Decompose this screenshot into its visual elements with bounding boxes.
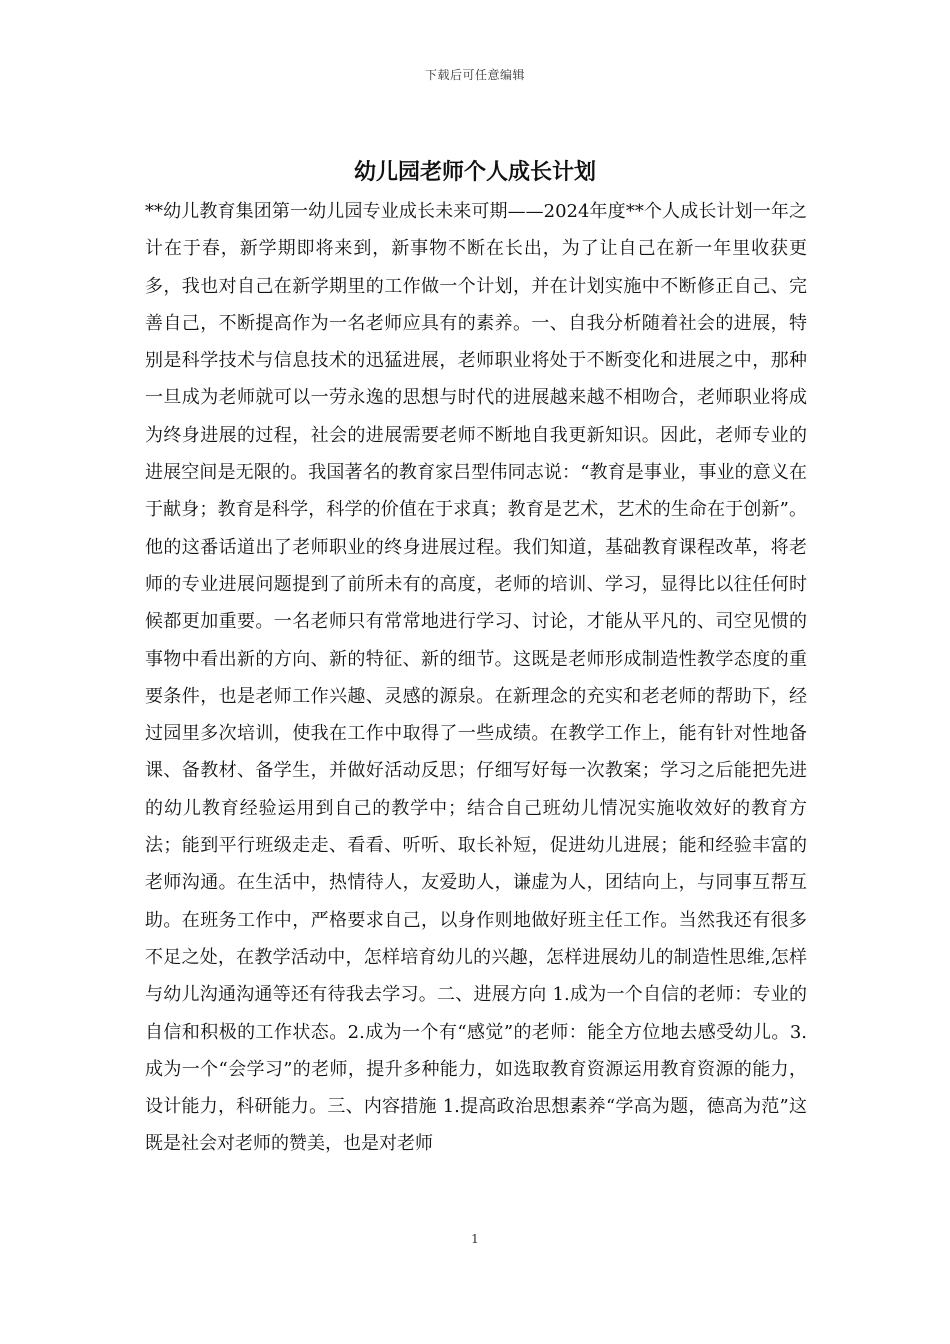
document-body-paragraph: **幼儿教育集团第一幼儿园专业成长未来可期——2024年度**个人成长计划一年之计在于春，新学期即将来到，新事物不断在长出，为了让自己在新一年里收获更多，我也对自己在新学期里的工作做一个计划，并在计划实施中不断修正自己、完善自己，不断提高作为一名老师应具有的素养。一、自我分析随着社会的进展，特别是科学技术与信息技术的迅猛进展，老师职业将处于不断变化和进展之中，那种一旦成为老师就可以一劳永逸的思想与时代的进展越来越不相吻合，老师职业将成为终身进展的过程，社会的进展需要老师不断地自我更新知识。因此，老师专业的进展空间是无限的。我国著名的教育家吕型伟同志说：“教育是事业，事业的意义在于献身；教育是科学，科学的价值在于求真；教育是艺术，艺术的生命在于创新”。他的这番话道出了老师职业的终身进展过程。我们知道，基础教育课程改革，将老师的专业进展问题提到了前所未有的高度，老师的培训、学习，显得比以往任何时候都更加重要。一名老师只有常常地进行学习、讨论，才能从平凡的、司空见惯的事物中看出新的方向、新的特征、新的细节。这既是老师形成制造性教学态度的重要条件，也是老师工作兴趣、灵感的源泉。在新理念的充实和老老师的帮助下，经过园里多次培训，使我在工作中取得了一些成绩。在教学工作上，能有针对性地备课、备教材、备学生，并做好活动反思；仔细写好每一次教案；学习之后能把先进的幼儿教育经验运用到自己的教学中；结合自己班幼儿情况实施收效好的教育方法；能到平行班级走走、看看、听听、取长补短，促进幼儿进展；能和经验丰富的老师沟通。在生活中，热情待人，友爱助人，谦虚为人，团结向上，与同事互帮互助。在班务工作中，严格要求自己，以身作则地做好班主任工作。当然我还有很多不足之处，在教学活动中，怎样培育幼儿的兴趣，怎样进展幼儿的制造性思维,怎样与幼儿沟通沟通等还有待我去学习。二、进展方向 1.成为一个自信的老师：专业的自信和积极的工作状态。2.成为一个有“感觉”的老师：能全方位地去感受幼儿。3.成为一个“会学习”的老师，提升多种能力，如选取教育资源运用教育资源的能力，设计能力，科研能力。三、内容措施 1.提高政治思想素养“学高为题，德高为范”这既是社会对老师的赞美，也是对老师 — [145, 201, 807, 1155]
document-title: 幼儿园老师个人成长计划 — [353, 159, 596, 185]
header-note: 下载后可任意编辑 — [424, 68, 525, 82]
page-number: 1 — [471, 1232, 479, 1246]
